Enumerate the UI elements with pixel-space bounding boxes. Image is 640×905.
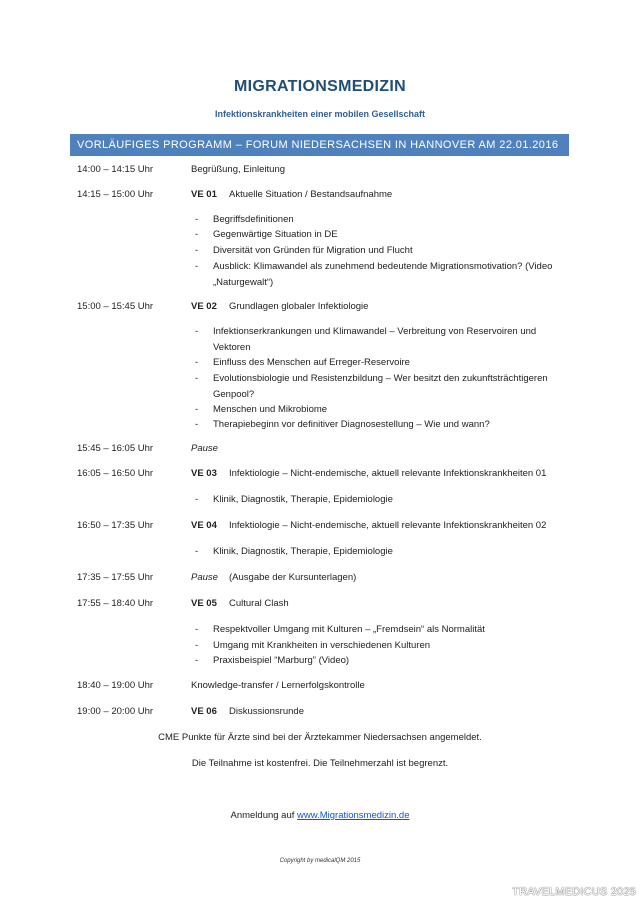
session-time: 15:45 – 16:05 Uhr <box>77 443 154 454</box>
session-time: 16:05 – 16:50 Uhr <box>77 468 154 479</box>
session-code: VE 06 <box>191 706 217 717</box>
session-title: Begrüßung, Einleitung <box>191 164 286 175</box>
page-title: MIGRATIONSMEDIZIN <box>234 78 406 95</box>
fee-note: Die Teilnahme ist kostenfrei. Die Teilnehmerzahl ist begrenzt. <box>191 758 449 769</box>
session-topic: Cultural Clash <box>229 598 289 609</box>
copyright-note: Copyright by medicalQM 2015 <box>279 858 361 864</box>
session-topic: (Ausgabe der Kursunterlagen) <box>229 572 357 583</box>
session-topic: Infektiologie – Nicht-endemische, aktuell relevante Infektionskrankheiten 01 <box>229 468 547 479</box>
session-time: 14:15 – 15:00 Uhr <box>77 189 154 200</box>
session-code: VE 01 <box>191 189 217 200</box>
session-code: VE 04 <box>191 520 217 531</box>
session-topic: Infektiologie – Nicht-endemische, aktuell relevante Infektionskrankheiten 02 <box>229 520 547 531</box>
session-time: 19:00 – 20:00 Uhr <box>77 706 154 717</box>
cme-note: CME Punkte für Ärzte sind bei der Ärztekammer Niedersachsen angemeldet. <box>158 732 482 743</box>
session-code: VE 05 <box>191 598 217 609</box>
registration-link[interactable]: www.Migrationsmedizin.de <box>297 810 410 821</box>
program-banner: VORLÄUFIGES PROGRAMM – FORUM NIEDERSACHSEN IN HANNOVER AM 22.01.2016 <box>70 134 569 156</box>
session-time: 14:00 – 14:15 Uhr <box>77 164 154 175</box>
session-time: 15:00 – 15:45 Uhr <box>77 301 154 312</box>
session-time: 17:55 – 18:40 Uhr <box>77 598 154 609</box>
session-time: 16:50 – 17:35 Uhr <box>77 520 154 531</box>
session-code: VE 03 <box>191 468 217 479</box>
registration-line <box>0 810 640 821</box>
session-topic: Diskussionsrunde <box>229 706 304 717</box>
session-topic: Aktuelle Situation / Bestandsaufnahme <box>229 189 393 200</box>
session-topic: Grundlagen globaler Infektiologie <box>229 301 369 312</box>
session-code: Pause <box>191 572 218 583</box>
registration-label: Anmeldung auf <box>230 810 298 821</box>
watermark: TRAVELMEDICUS 2025 <box>512 886 636 898</box>
session-code: VE 02 <box>191 301 217 312</box>
page-subtitle: Infektionskrankheiten einer mobilen Gesellschaft <box>214 109 426 119</box>
session-title: Knowledge-transfer / Lernerfolgskontrolle <box>191 680 365 691</box>
session-title: Pause <box>191 443 218 454</box>
session-time: 17:35 – 17:55 Uhr <box>77 572 154 583</box>
session-time: 18:40 – 19:00 Uhr <box>77 680 154 691</box>
